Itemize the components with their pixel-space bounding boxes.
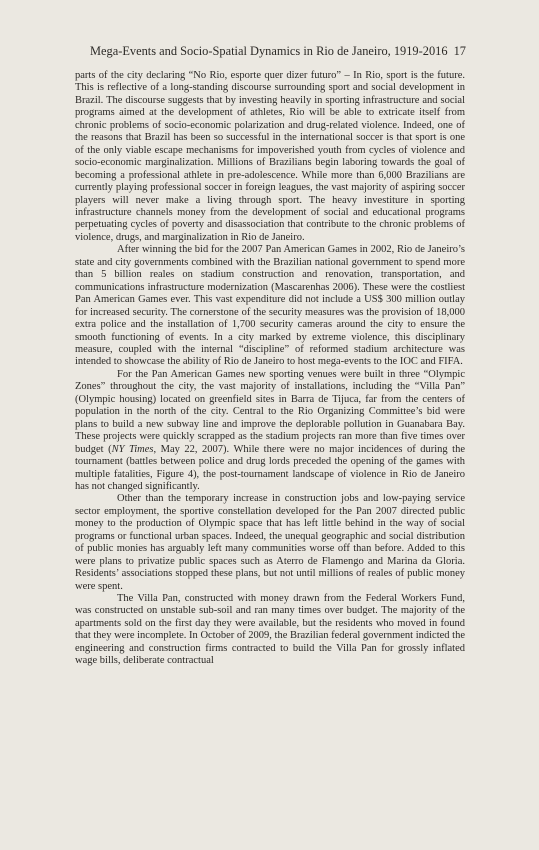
paragraph-3-text-a: For the Pan American Games new sporting venues were built in three “Olympic Zones” throughout the city, the vast majority of installations, including the “Villa Pan” (Olympic housing) located on greenfield sites in Barra de Tijuca, far from the centers of population in the north of the city. Central to the Rio Organizing Committee’s bid were plans to build a new subway line and improve the deplorable pollution in Guanabara Bay. These projects were quickly scrapped as the stadium projects ran more than five times over budget (	[75, 368, 465, 455]
running-title: Mega-Events and Socio-Spatial Dynamics in Rio de Janeiro, 1919-2016	[90, 44, 448, 58]
paragraph-1: parts of the city declaring “No Rio, esporte quer dizer futuro” – In Rio, sport is the future. This is reflective of a long-standing discourse surrounding sport and social development in Brazil. The discourse suggests that by investing heavily in sporting infrastructure and social programs aimed at the development of athletes, Rio will be able to extricate itself from chronic problems of socio-economic polarization and drug-related violence. Indeed, one of the reasons that Brazil has been so successful in the international soccer is that sport is one of the only viable escape mechanisms for impoverished youth from cycles of violence and socio-economic marginalization. Millions of Brazilians begin laboring towards the goal of becoming a professional athlete in pre-adolescence. While more than 6,000 Brazilians are currently playing professional soccer in foreign leagues, the vast majority of aspiring soccer players will never make a living through sport. The heavy investiture in sporting infrastructure channels money from the development of social and educational programs perpetuating cycles of poverty and disassociation that contribute to the chronic problems of violence, drugs, and marginalization in Rio de Janeiro.	[75, 70, 465, 243]
citation-italic: NY Times	[111, 443, 154, 455]
paragraph-3-text-b: , May 22, 2007). While there were no major incidences of during the tournament (battles between police and drug lords preceded the opening of the games with multiple fatalities, Figure 4), the post-tournament landscape of violence in Rio de Janeiro has not changed significantly.	[75, 443, 465, 492]
page-header	[76, 44, 466, 60]
paragraph-2: After winning the bid for the 2007 Pan American Games in 2002, Rio de Janeiro’s state and city governments combined with the Brazilian national government to spend more than 5 billion reales on stadium construction and renovation, transportation, and communications infrastructure modernization (Mascarenhas 2006). These were the costliest Pan American Games ever. This vast expenditure did not include a US$ 300 million outlay for increased security. The cornerstone of the security measures was the provision of 18,000 extra police and the installation of 1,700 security cameras around the city to ensure the smooth functioning of events. In a city marked by extreme violence, this disciplinary measure, coupled with the internal “discipline” of reformed stadium architecture was intended to showcase the ability of Rio de Janeiro to host mega-events to the IOC and FIFA.	[75, 244, 465, 368]
paragraph-5: The Villa Pan, constructed with money drawn from the Federal Workers Fund, was constructed on unstable sub-soil and ran many times over budget. The majority of the apartments sold on the first day they were available, but the residents who moved in found that they were incomplete. In October of 2009, the Brazilian federal government indicted the engineering and construction firms contracted to build the Villa Pan for grossly inflated wage bills, deliberate contractual	[75, 593, 465, 667]
body-text	[75, 70, 465, 668]
page-number: 17	[453, 44, 466, 58]
paragraph-4: Other than the temporary increase in construction jobs and low-paying service sector employment, the sportive constellation developed for the Pan 2007 directed public money to the production of Olympic space that has left little behind in the way of social programs or functional urban spaces. Indeed, the unequal geographic and social distribution of public monies has arguably left many communities worse off than before. Added to this were plans to privatize public spaces such as Aterro de Flamengo and Marina da Gloria. Residents’ associations stopped these plans, but not until millions of reales of public money were spent.	[75, 493, 465, 592]
paragraph-3	[75, 369, 465, 494]
